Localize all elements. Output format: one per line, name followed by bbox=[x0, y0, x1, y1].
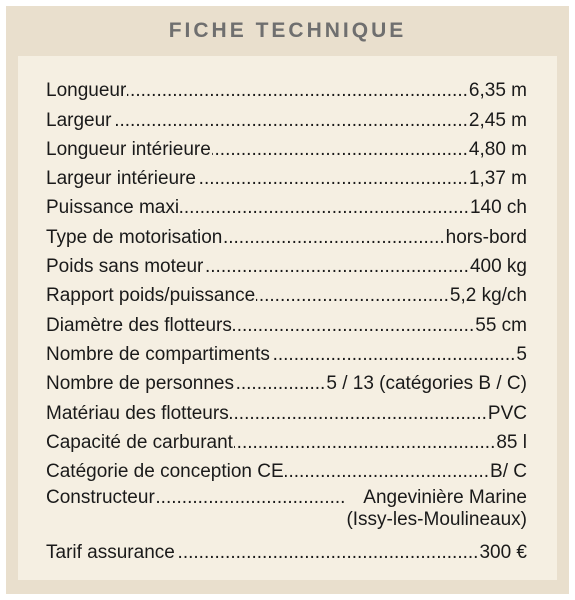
dot-leader bbox=[235, 373, 325, 395]
spec-label: Largeur intérieure bbox=[46, 168, 196, 190]
spec-value: 400 kg bbox=[469, 256, 527, 278]
spec-row-poids-sans-moteur bbox=[46, 249, 527, 278]
spec-row-nombre-compartiments bbox=[46, 337, 527, 366]
spec-panel bbox=[18, 56, 557, 580]
spec-value: 4,80 m bbox=[468, 138, 527, 160]
spec-value: B/ C bbox=[490, 461, 527, 483]
dot-leader bbox=[234, 432, 495, 454]
spec-value: PVC bbox=[487, 402, 527, 424]
spec-value: 140 ch bbox=[469, 197, 527, 219]
spec-value: 55 cm bbox=[475, 314, 527, 336]
spec-label: Nombre de personnes bbox=[46, 373, 234, 395]
spec-list bbox=[46, 73, 527, 564]
spec-label: Capacité de carburant bbox=[46, 431, 233, 453]
dot-leader bbox=[233, 315, 474, 337]
spec-label: Nombre de compartiments bbox=[46, 343, 270, 365]
spec-label: Rapport poids/puissance bbox=[46, 285, 256, 307]
dot-leader bbox=[113, 110, 468, 132]
spec-row-diametre-flotteurs bbox=[46, 307, 527, 336]
spec-value: 5 / 13 (catégories B / C) bbox=[326, 373, 527, 395]
spec-value: 2,45 m bbox=[468, 109, 527, 131]
spec-value: hors-bord bbox=[445, 226, 527, 248]
spec-label: Longueur intérieure bbox=[46, 138, 211, 160]
dot-leader bbox=[223, 227, 444, 249]
spec-row-materiau-flotteurs bbox=[46, 395, 527, 424]
dot-leader bbox=[156, 487, 346, 509]
spec-value-line1: Angevinière Marine bbox=[363, 487, 527, 509]
spec-row-puissance-maxi bbox=[46, 190, 527, 219]
dot-leader bbox=[204, 256, 469, 278]
spec-row-largeur-interieure bbox=[46, 161, 527, 190]
dot-leader bbox=[271, 344, 516, 366]
spec-value: 300 € bbox=[479, 542, 527, 564]
spec-value: 5,2 kg/ch bbox=[449, 285, 527, 307]
spec-label: Constructeur bbox=[46, 487, 155, 509]
spec-value: 1,37 m bbox=[468, 168, 527, 190]
dot-leader bbox=[256, 285, 449, 307]
dot-leader bbox=[127, 80, 468, 102]
spec-row-categorie-conception bbox=[46, 454, 527, 483]
spec-label: Puissance maxi bbox=[46, 197, 180, 219]
spec-value-line2: (Issy-les-Moulineaux) bbox=[346, 509, 527, 531]
spec-label: Catégorie de conception CE bbox=[46, 461, 284, 483]
dot-leader bbox=[197, 168, 468, 190]
spec-row-longueur-interieure bbox=[46, 132, 527, 161]
spec-value: 5 bbox=[516, 343, 527, 365]
card-title: FICHE TECHNIQUE bbox=[168, 19, 407, 42]
spec-row-type-motorisation bbox=[46, 219, 527, 248]
spec-card bbox=[6, 6, 569, 594]
spec-label: Tarif assurance bbox=[46, 542, 175, 564]
spec-row-tarif-assurance bbox=[46, 535, 527, 564]
spec-value bbox=[346, 487, 527, 531]
spec-row-rapport-poids-puissance bbox=[46, 278, 527, 307]
spec-row-nombre-personnes bbox=[46, 366, 527, 395]
spec-value: 85 l bbox=[496, 431, 527, 453]
spec-row-constructeur bbox=[46, 483, 527, 535]
spec-value: 6,35 m bbox=[468, 80, 527, 102]
dot-leader bbox=[176, 542, 479, 564]
spec-label: Diamètre des flotteurs bbox=[46, 314, 232, 336]
spec-label: Type de motorisation bbox=[46, 226, 223, 248]
spec-label: Matériau des flotteurs bbox=[46, 402, 229, 424]
dot-leader bbox=[230, 403, 487, 425]
spec-label: Largeur bbox=[46, 109, 112, 131]
spec-label: Longueur bbox=[46, 80, 127, 102]
spec-row-longueur bbox=[46, 73, 527, 102]
spec-label: Poids sans moteur bbox=[46, 256, 204, 278]
dot-leader bbox=[180, 197, 469, 219]
dot-leader bbox=[212, 139, 468, 161]
dot-leader bbox=[285, 461, 489, 483]
spec-row-largeur bbox=[46, 102, 527, 131]
spec-row-capacite-carburant bbox=[46, 425, 527, 454]
